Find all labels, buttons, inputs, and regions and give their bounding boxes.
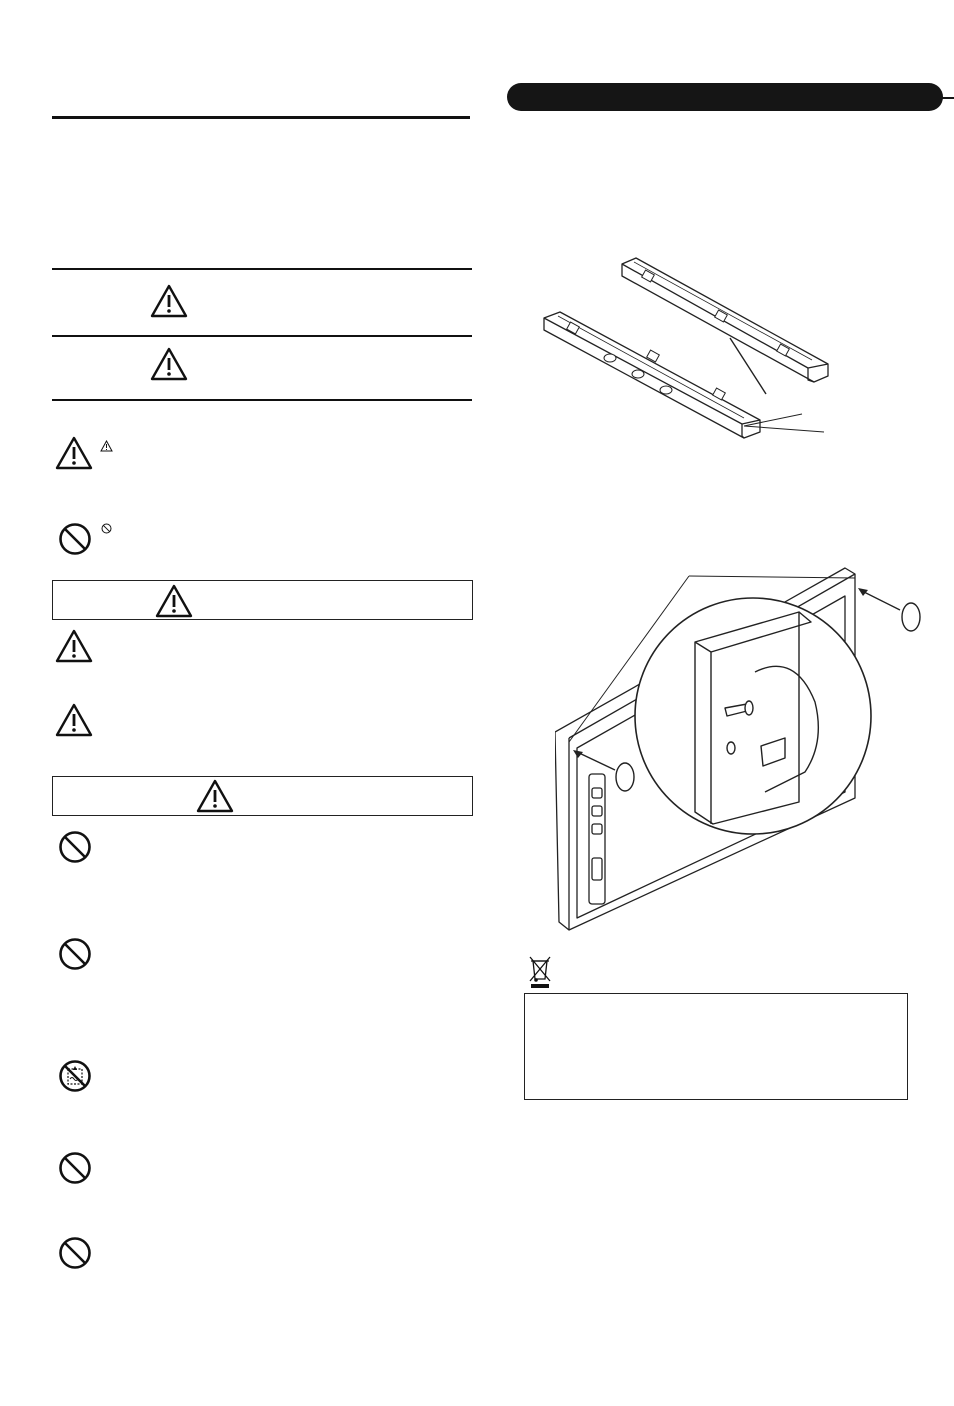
prohibition-circle-icon — [58, 522, 92, 556]
prohibition-circle-icon — [58, 1151, 92, 1185]
warning-triangle-icon — [55, 703, 93, 737]
speaker-bars-illustration — [538, 252, 838, 442]
small-warning-triangle-icon — [100, 440, 113, 452]
crossed-out-wheelie-bin-icon — [528, 955, 552, 989]
prohibition-circle-icon — [58, 1236, 92, 1270]
do-not-touch-water-icon — [58, 1059, 92, 1093]
display-rear-mounting-illustration — [555, 562, 940, 932]
section-header-bar-tail — [942, 97, 954, 99]
section-header-bar — [507, 83, 943, 111]
warning-triangle-icon — [150, 284, 188, 318]
caution-section-header — [52, 776, 473, 816]
warning-triangle-icon — [150, 347, 188, 381]
prohibition-circle-icon — [58, 830, 92, 864]
disposal-notice-box — [524, 993, 908, 1100]
warning-triangle-icon — [196, 779, 234, 813]
table-rule-top — [52, 268, 472, 270]
top-rule — [52, 116, 470, 119]
warning-triangle-icon — [155, 584, 193, 618]
small-prohibition-circle-icon — [101, 523, 112, 534]
warning-section-header — [52, 580, 473, 620]
table-rule-bottom — [52, 399, 472, 401]
prohibition-circle-icon — [58, 937, 92, 971]
warning-triangle-icon — [55, 629, 93, 663]
warning-triangle-icon — [55, 436, 93, 470]
table-rule-mid — [52, 335, 472, 337]
